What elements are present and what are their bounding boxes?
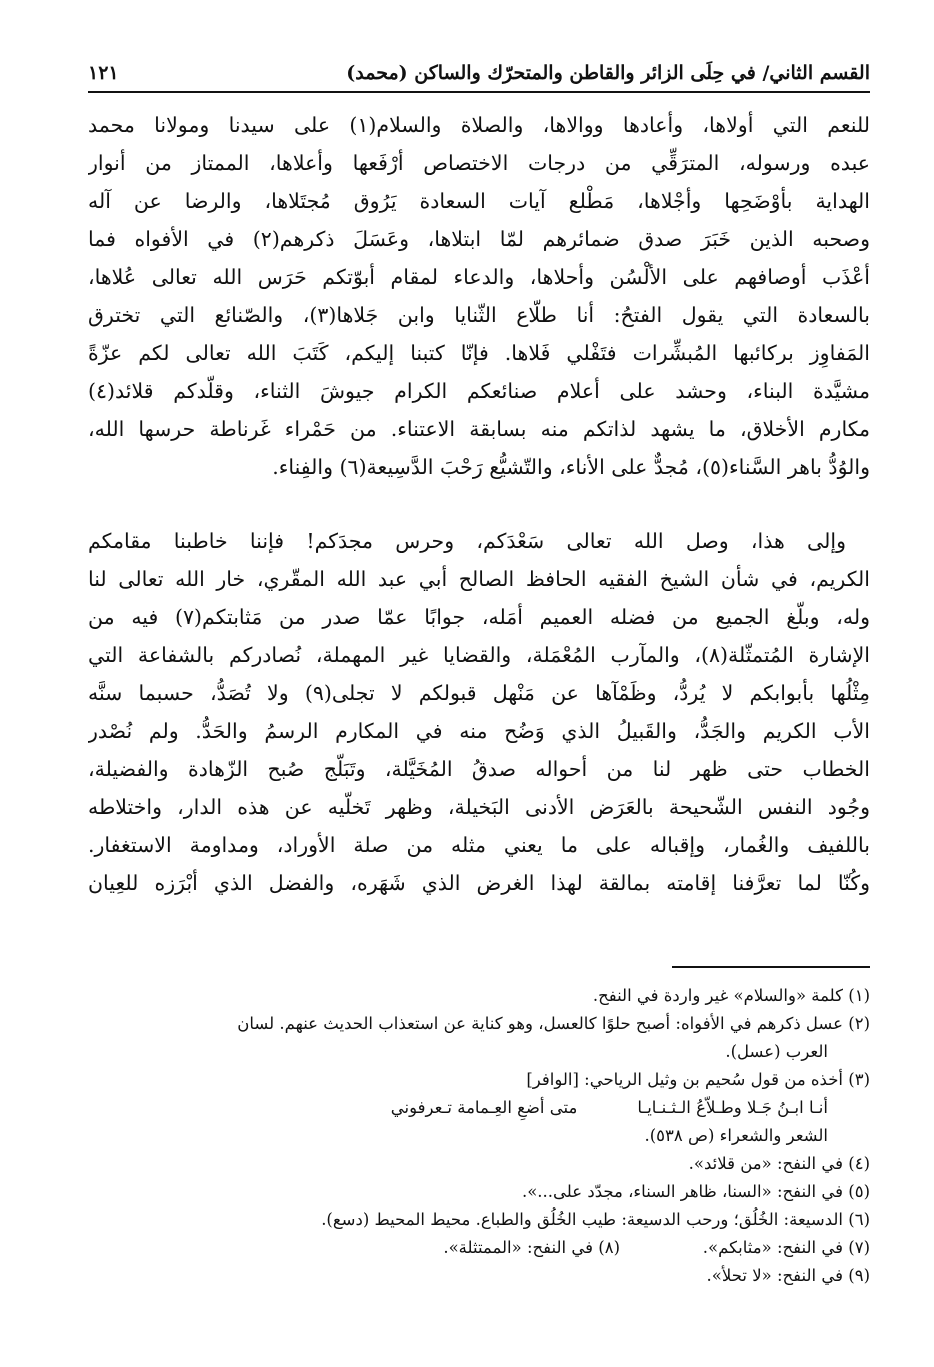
paragraph-1 [88,106,870,486]
text-line: للنعم التي أولاها، وأعادها ووالاها، والصلاة والسلام(١) على سيدنا ومولانا محمد [88,113,870,137]
footnote-2: (٢) عسل ذكرهم في الأفواه: أصبح حلوًا كالعسل، وهو كناية عن استعذاب الحديث عنهم. لسان [237,1014,870,1033]
footnote-3-verse [88,1094,870,1122]
footnote-8: (٨) في النفح: «الممتثلة». [443,1238,620,1257]
footnote-6: (٦) الدسيعة: الخُلُق؛ ورحب الدسيعة: طيب الخُلُق والطباع. محيط المحيط (دسع). [321,1210,870,1229]
text-line: أعْذَب أوصافهم على الألْسُن وأحلاها، والدعاء لمقام أبوّتكم حَرَس الله تعالى عُلاها، [88,265,870,289]
footnote-2-cont: العرب (عسل). [725,1042,828,1061]
footnote-7-8 [88,1234,870,1262]
text-line: الإشارة المُتمثّلة(٨)، والمآرب المُعْمَلة، والقضايا غير المهملة، نُصادركم بالشفاعة التي [88,643,870,667]
text-line: مكارم الأخلاق، ما يشهد لذاتكم منه بسابقة الاعتناء. من حَمْراء غَرناطة حرسها الله، [88,417,870,441]
text-line: عبده ورسوله، المترَقِّي من درجات الاختصاص أرْفَعها وأعلاها، الممتاز من أنوار [88,151,870,175]
footnote-3-source: الشعر والشعراء (ص ٥٣٨). [644,1126,828,1145]
footnote-5: (٥) في النفح: «السنا، ظاهر السناء، مجدّد على...». [521,1182,870,1201]
running-title: القسم الثاني/ في حِلَى الزائر والقاطن والمتحرّك والساكن (محمد) [346,62,870,84]
footnote-1: (١) كلمة «والسلام» غير واردة في النفح. [592,986,870,1005]
paragraph-2 [88,522,870,902]
footnotes [88,982,870,1290]
header-rule [88,91,870,93]
verse-hemistich-1: أنـا ابـنُ جَـلا وطـلاّعُ الـثـنـايـا [637,1098,828,1117]
paragraph-gap [88,486,870,522]
text-line: المَفاوِز بركائبها المُبشِّرات فتَفْلي فَلاها. فإنّا كتبنا إليكم، كَتَبَ الله تعالى لكم عزّةً [88,341,870,365]
text-line: وجُود النفس الشّحيحة بالعَرَض الأدنى البَخيلة، وظهر تَخلّيه عن هذه الدار، واختلاطه [88,795,870,819]
footnote-rule [672,966,870,968]
footnote-9: (٩) في النفح: «لا تحلأ». [706,1266,870,1285]
footnote-4: (٤) في النفح: «من قلائد». [688,1154,870,1173]
text-line: باللفيف والغُمار، وإقباله على ما يعني مثله من صلة الأوراد، ومداومة الاستغفار. [88,833,870,857]
footnote-3: (٣) أخذه من قول سُحيم بن وثيل الرياحي: [الوافر] [526,1070,870,1089]
text-line: وكُنّا لما تعرَّفنا إقامته بمالقة لهذا الغرض الذي شَهَره، والفضل الذي أبْرَزه للعِيان [88,871,870,895]
text-line: الأب الكريم والجَدُّ، والقَبيلُ الذي وَضُح منه في المكارم الرسمُ والحَدُّ. ولم نُصْدر [88,719,870,743]
text-line: والوُدُّ باهر السَّناء(٥)، مُجدٌّ على الأناء، والتّشيُّع رَحْبَ الدَّسِيعة(٦) والفِناء. [272,455,870,479]
main-text [88,106,870,902]
text-line: مشيَّدة البناء، وحشد على أعلام صنائعكم الكرام جيوشَ الثناء، وقلّدكم قلائد(٤) [88,379,870,403]
running-header [88,58,870,88]
text-line: وإلى هذا، وصل الله تعالى سَعْدَكم، وحرس مجدَكم! فإننا خاطبنا مقامكم [88,529,846,553]
verse-hemistich-2: متى أضعِ العِـمامة تـعرفوني [390,1098,578,1117]
footnote-7: (٧) في النفح: «مثابكم». [702,1238,870,1257]
text-line: الخطاب حتى ظهر لنا من أحواله صدقُ المُخَيَّلة، وتَبَلّج صُبح الزّهادة والفضيلة، [88,757,870,781]
page-number: ١٢١ [88,62,119,84]
text-line: بالسعادة التي يقول الفتحُ: أنا طلّاع الثّنايا وابن جَلاها(٣)، والصّنائع التي تخترق [88,303,870,327]
text-line: مِثْلُها بأبوابكم لا يُردُّ، وظَمْآها عن مَنْهل قبولكم لا تجلى(٩) ولا تُصَدُّ، حسبما سنَّه [88,681,870,705]
text-line: وصحبه الذين خَبَرَ صدق ضمائرهم لمّا ابتلاها، وعَسَلَ ذكرهم(٢) في الأفواه فما [88,227,870,251]
text-line: الهداية بأوْضَحِها وأجْلاها، مَطْلع آيات السعادة يَرُوق مُجتَلاها، والرضا عن آله [88,189,870,213]
text-line: الكريم، في شأن الشيخ الفقيه الحافظ الصالح أبي عبد الله المقّري، خار الله تعالى لنا [88,567,870,591]
text-line: وله، وبلّغ الجميع من فضله العميم أمَله، جوابًا عمّا صدر من مَثابتكم(٧) فيه من [88,605,870,629]
